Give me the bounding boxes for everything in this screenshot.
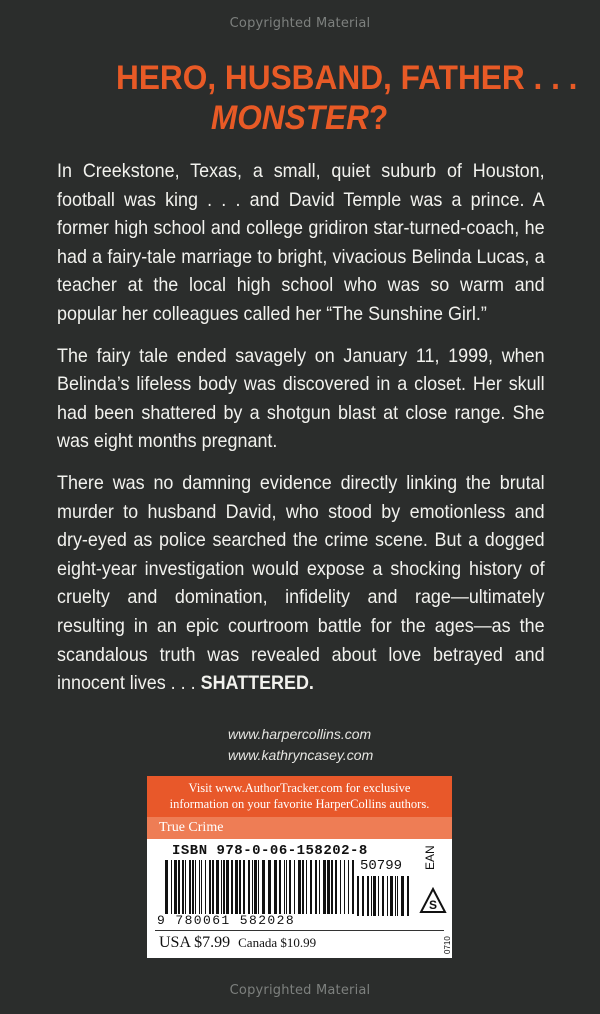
addon-barcode-icon [357,876,409,930]
headline-question-mark: ? [368,99,389,137]
shattered-emphasis: SHATTERED. [200,672,314,695]
tracker-line-1: Visit www.AuthorTracker.com for exclusive [188,781,411,795]
ean-label: EAN [423,845,437,870]
recycle-s-icon [419,887,447,915]
blurb-paragraph-1: In Creekstone, Texas, a small, quiet suburb of Houston, football was king . . . and David Temple was a prince. A former high school and college gridiron star-turned-coach, he had a fairy-tale marriage to bright, vivacious Belinda Lucas, a teacher at the local high school who was so warm and popular her colleagues called her “The Sunshine Girl.” [57,160,545,325]
blurb-paragraph-3-text: There was no damning evidence directly linking the brutal murder to husband David, who stood by emotionless and dry-eyed as police searched the crime scene. But a dogged eight-year investigation would expose a shocking history of cruelty and domination, infidelity and rage—ultimately resulting in an epic courtroom battle for the ages—as the scandalous truth was revealed about love betrayed and innocent lives . . . [57,471,545,695]
price-canada: Canada $10.99 [238,935,317,950]
headline-line-1: HERO, HUSBAND, FATHER . . . [116,59,578,97]
category-label: True Crime [147,817,452,839]
ean-digits: 9 780061 582028 [157,913,296,928]
authortracker-banner [147,776,452,817]
copyright-watermark-bottom: Copyrighted Material [229,983,371,998]
headline [116,58,577,138]
blurb-paragraph-2: The fairy tale ended savagely on January 11, 1999, when Belinda’s lifeless body was discovered in a closet. Her skull had been shattered by a shotgun blast at close range. She was eight months pregnant. [57,344,545,453]
addon-digits: 50799 [360,858,403,874]
copyright-watermark-top: Copyrighted Material [229,16,371,31]
headline-monster: MONSTER [210,99,369,137]
price-usa: USA $7.99 [159,934,231,951]
isbn-number: ISBN 978-0-06-158202-8 [172,843,368,859]
tracker-line-2: information on your favorite HarperCollins authors. [169,797,430,811]
blurb [57,157,545,711]
url-kathryncasey[interactable]: www.kathryncasey.com [228,747,374,763]
url-harpercollins[interactable]: www.harpercollins.com [228,726,372,742]
blurb-paragraph-3 [57,469,545,698]
svg-text:S: S [428,898,438,912]
price-line [159,934,316,952]
ean-barcode-icon [165,860,355,914]
print-code: 0710 [443,936,452,954]
headline-line-2 [116,98,577,138]
website-links [228,724,373,766]
price-divider [155,930,444,931]
barcode-panel [147,776,452,958]
